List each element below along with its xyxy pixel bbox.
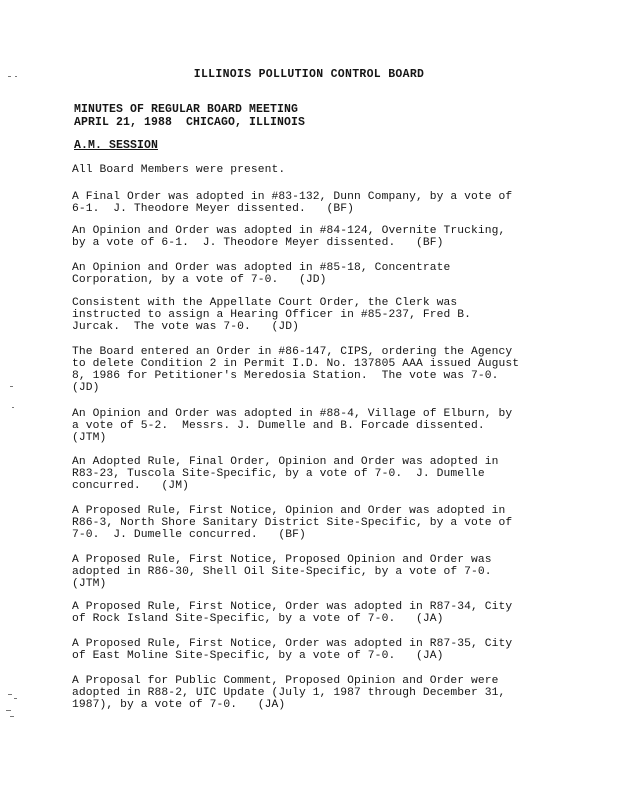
scan-speck (15, 76, 17, 77)
paragraph-tuscola (72, 456, 552, 492)
paragraph-line: of Rock Island Site-Specific, by a vote of 7-0. (JA) (72, 613, 444, 625)
scan-speck (14, 698, 17, 699)
minutes-heading-line-2: APRIL 21, 1988 CHICAGO, ILLINOIS (74, 116, 306, 129)
paragraph-line: A Proposal for Public Comment, Proposed Opinion and Order were (72, 675, 499, 687)
paragraph-line: (JTM) (72, 578, 107, 590)
paragraph-east-moline (72, 638, 552, 662)
paragraph-line: Corporation, by a vote of 7-0. (JD) (72, 274, 327, 286)
paragraph-line: (JTM) (72, 432, 107, 444)
paragraph-overnite-trucking (72, 225, 552, 249)
paragraph-line: A Proposed Rule, First Notice, Order was adopted in R87-35, City (72, 638, 513, 650)
paragraph-line: 8, 1986 for Petitioner's Meredosia Station. The vote was 7-0. (72, 370, 499, 382)
paragraph-line: The Board entered an Order in #86-147, CIPS, ordering the Agency (72, 346, 513, 358)
paragraph-line: R86-3, North Shore Sanitary District Site-Specific, by a vote of (72, 517, 513, 529)
paragraph-line: 1987), by a vote of 7-0. (JA) (72, 699, 286, 711)
board-title: ILLINOIS POLLUTION CONTROL BOARD (193, 68, 425, 81)
paragraph-line: of East Moline Site-Specific, by a vote of 7-0. (JA) (72, 650, 444, 662)
paragraph-line: to delete Condition 2 in Permit I.D. No. 137805 AAA issued August (72, 358, 520, 370)
paragraph-line: 6-1. J. Theodore Meyer dissented. (BF) (72, 203, 355, 215)
paragraph-rock-island (72, 601, 552, 625)
paragraph-line: a vote of 5-2. Messrs. J. Dumelle and B. Forcade dissented. (72, 420, 485, 432)
paragraph-line: adopted in R86-30, Shell Oil Site-Specific, by a vote of 7-0. (72, 566, 492, 578)
paragraph-line: (JD) (72, 382, 100, 394)
paragraph-concentrate-corporation (72, 262, 552, 286)
session-heading: A.M. SESSION (74, 139, 159, 152)
paragraph-dunn-company (72, 191, 552, 215)
paragraph-appellate-court (72, 297, 552, 333)
paragraph-line: A Proposed Rule, First Notice, Proposed Opinion and Order was (72, 554, 492, 566)
paragraph-line: 7-0. J. Dumelle concurred. (BF) (72, 529, 306, 541)
paragraph-line: An Opinion and Order was adopted in #88-4, Village of Elburn, by (72, 408, 513, 420)
paragraph-line: instructed to assign a Hearing Officer in #85-237, Fred B. (72, 309, 471, 321)
scan-speck (12, 407, 14, 408)
minutes-heading-line-1: MINUTES OF REGULAR BOARD MEETING (74, 103, 299, 116)
paragraph-line: adopted in R88-2, UIC Update (July 1, 1987 through December 31, (72, 687, 506, 699)
paragraph-village-of-elburn (72, 408, 552, 444)
paragraph-shell-oil (72, 554, 552, 590)
scan-speck (6, 710, 11, 711)
paragraph-line: An Adopted Rule, Final Order, Opinion and Order was adopted in (72, 456, 499, 468)
scan-speck (10, 386, 13, 387)
paragraph-uic-update (72, 675, 552, 711)
paragraph-line: R83-23, Tuscola Site-Specific, by a vote of 7-0. J. Dumelle (72, 468, 485, 480)
paragraph-attendance (72, 164, 552, 176)
scan-speck (10, 716, 14, 717)
paragraph-line: Jurcak. The vote was 7-0. (JD) (72, 321, 300, 333)
paragraph-cips (72, 346, 552, 394)
paragraph-line: concurred. (JM) (72, 480, 189, 492)
paragraph-line: Consistent with the Appellate Court Order, the Clerk was (72, 297, 458, 309)
scan-speck (8, 694, 12, 695)
paragraph-line: A Final Order was adopted in #83-132, Dunn Company, by a vote of (72, 191, 513, 203)
paragraph-line: A Proposed Rule, First Notice, Opinion and Order was adopted in (72, 505, 506, 517)
paragraph-line: All Board Members were present. (72, 164, 286, 176)
scan-speck (8, 76, 11, 77)
paragraph-line: by a vote of 6-1. J. Theodore Meyer dissented. (BF) (72, 237, 444, 249)
paragraph-line: An Opinion and Order was adopted in #84-124, Overnite Trucking, (72, 225, 506, 237)
paragraph-line: An Opinion and Order was adopted in #85-18, Concentrate (72, 262, 451, 274)
paragraph-line: A Proposed Rule, First Notice, Order was adopted in R87-34, City (72, 601, 513, 613)
paragraph-north-shore (72, 505, 552, 541)
